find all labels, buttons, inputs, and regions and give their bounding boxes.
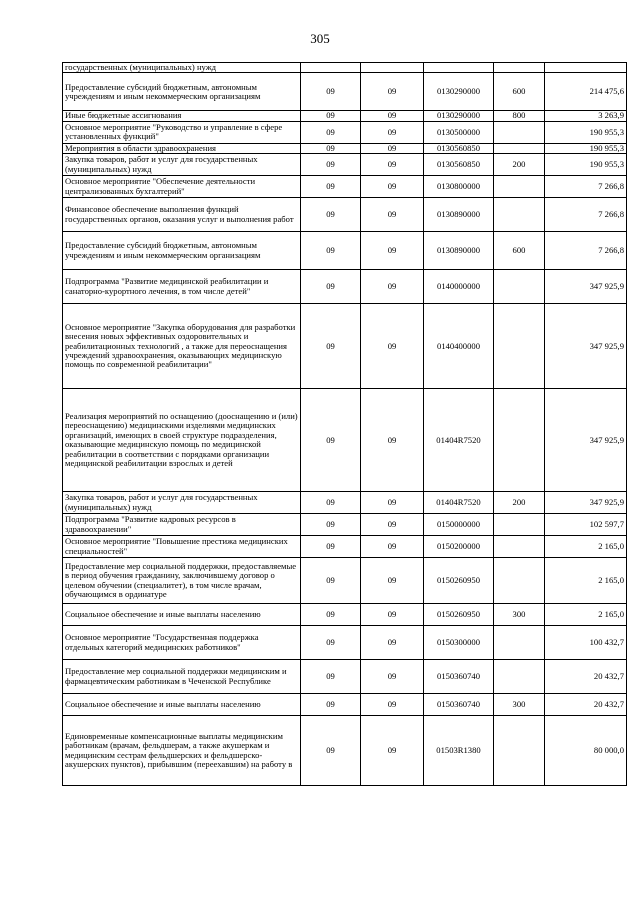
table-row bbox=[63, 626, 627, 660]
row-target-article: 0150360740 bbox=[424, 660, 494, 694]
row-name: Подпрограмма "Развитие кадровых ресурсов в здравоохранении" bbox=[63, 514, 301, 536]
row-amount: 2 165,0 bbox=[545, 536, 627, 558]
row-amount: 80 000,0 bbox=[545, 716, 627, 786]
row-target-article: 01404R7520 bbox=[424, 492, 494, 514]
table-row bbox=[63, 660, 627, 694]
row-expense-type: 800 bbox=[494, 111, 545, 121]
row-target-article: 0130560850 bbox=[424, 154, 494, 176]
row-target-article: 0140400000 bbox=[424, 304, 494, 389]
row-expense-type bbox=[494, 660, 545, 694]
row-expense-type bbox=[494, 143, 545, 153]
row-target-article: 0150260950 bbox=[424, 558, 494, 604]
row-subsection: 09 bbox=[361, 270, 424, 304]
row-name: Основное мероприятие "Повышение престижа медицинских специальностей" bbox=[63, 536, 301, 558]
row-amount: 190 955,3 bbox=[545, 154, 627, 176]
row-section: 09 bbox=[301, 626, 361, 660]
table-row bbox=[63, 716, 627, 786]
row-subsection: 09 bbox=[361, 514, 424, 536]
row-subsection: 09 bbox=[361, 660, 424, 694]
row-section: 09 bbox=[301, 232, 361, 270]
row-section: 09 bbox=[301, 694, 361, 716]
row-name: Основное мероприятие "Закупка оборудования для разработки внесения новых эффективных оздоровительных и реабилитационных технологий , а также для переоснащения учреждений здравоохранения, оказывающих медицинскую помощь по современной реабилитации" bbox=[63, 304, 301, 389]
row-subsection: 09 bbox=[361, 716, 424, 786]
row-section: 09 bbox=[301, 154, 361, 176]
row-amount: 347 925,9 bbox=[545, 389, 627, 492]
row-expense-type: 200 bbox=[494, 154, 545, 176]
row-subsection: 09 bbox=[361, 198, 424, 232]
row-amount: 190 955,3 bbox=[545, 143, 627, 153]
row-subsection: 09 bbox=[361, 492, 424, 514]
row-section: 09 bbox=[301, 73, 361, 111]
row-target-article: 0140000000 bbox=[424, 270, 494, 304]
row-name: Закупка товаров, работ и услуг для государственных (муниципальных) нужд bbox=[63, 154, 301, 176]
row-amount: 190 955,3 bbox=[545, 121, 627, 143]
row-amount: 100 432,7 bbox=[545, 626, 627, 660]
row-subsection: 09 bbox=[361, 232, 424, 270]
row-name: Основное мероприятие "Обеспечение деятельности централизованных бухгалтерий" bbox=[63, 176, 301, 198]
table-row bbox=[63, 176, 627, 198]
row-name: Реализация мероприятий по оснащению (дооснащению и (или) переоснащению) медицинскими изделиями медицинских организаций, имеющих в своей структуре подразделения, оказывающие медицинскую помощь по медицинской реабилитации в соответствии с порядками организации медицинской реабилитации взрослых и детей bbox=[63, 389, 301, 492]
row-target-article: 0130800000 bbox=[424, 176, 494, 198]
row-expense-type: 300 bbox=[494, 694, 545, 716]
row-target-article: 01503R1380 bbox=[424, 716, 494, 786]
row-section: 09 bbox=[301, 198, 361, 232]
table-row bbox=[63, 514, 627, 536]
row-target-article: 0130890000 bbox=[424, 232, 494, 270]
table-row bbox=[63, 154, 627, 176]
row-amount: 20 432,7 bbox=[545, 660, 627, 694]
table-row bbox=[63, 492, 627, 514]
row-name: Предоставление субсидий бюджетным, автономным учреждениям и иным некоммерческим организациям bbox=[63, 232, 301, 270]
row-amount: 2 165,0 bbox=[545, 604, 627, 626]
table-row bbox=[63, 143, 627, 153]
row-section: 09 bbox=[301, 176, 361, 198]
row-subsection: 09 bbox=[361, 176, 424, 198]
row-section: 09 bbox=[301, 660, 361, 694]
row-expense-type bbox=[494, 121, 545, 143]
row-name: Социальное обеспечение и иные выплаты населению bbox=[63, 694, 301, 716]
row-target-article: 0130560850 bbox=[424, 143, 494, 153]
row-expense-type bbox=[494, 514, 545, 536]
row-subsection: 09 bbox=[361, 73, 424, 111]
row-name: Основное мероприятие "Государственная поддержка отдельных категорий медицинских работников" bbox=[63, 626, 301, 660]
row-amount bbox=[545, 63, 627, 73]
row-expense-type: 200 bbox=[494, 492, 545, 514]
row-name: Закупка товаров, работ и услуг для государственных (муниципальных) нужд bbox=[63, 492, 301, 514]
row-name: Подпрограмма "Развитие медицинской реабилитации и санаторно-курортного лечения, в том числе детей" bbox=[63, 270, 301, 304]
row-target-article: 0150260950 bbox=[424, 604, 494, 626]
row-target-article: 0150200000 bbox=[424, 536, 494, 558]
table-row bbox=[63, 73, 627, 111]
row-subsection: 09 bbox=[361, 558, 424, 604]
table-row bbox=[63, 121, 627, 143]
row-name: Основное мероприятие "Руководство и управление в сфере установленных функций" bbox=[63, 121, 301, 143]
row-expense-type bbox=[494, 558, 545, 604]
row-name: Предоставление мер социальной поддержки, предоставляемые в период обучения гражданину, заключившему договор о целевом обучении (специалитет), в том числе врачам, обучающимся в ординатуре bbox=[63, 558, 301, 604]
row-subsection: 09 bbox=[361, 694, 424, 716]
row-amount: 2 165,0 bbox=[545, 558, 627, 604]
row-subsection: 09 bbox=[361, 536, 424, 558]
row-amount: 20 432,7 bbox=[545, 694, 627, 716]
table-row bbox=[63, 558, 627, 604]
row-expense-type bbox=[494, 176, 545, 198]
row-expense-type bbox=[494, 304, 545, 389]
table-row bbox=[63, 111, 627, 121]
table-row bbox=[63, 536, 627, 558]
row-expense-type bbox=[494, 198, 545, 232]
row-subsection: 09 bbox=[361, 304, 424, 389]
row-expense-type bbox=[494, 63, 545, 73]
table-row bbox=[63, 304, 627, 389]
table-row bbox=[63, 694, 627, 716]
row-section: 09 bbox=[301, 492, 361, 514]
row-name: государственных (муниципальных) нужд bbox=[63, 63, 301, 73]
row-target-article: 0150360740 bbox=[424, 694, 494, 716]
row-subsection: 09 bbox=[361, 111, 424, 121]
row-subsection: 09 bbox=[361, 154, 424, 176]
row-section: 09 bbox=[301, 121, 361, 143]
row-amount: 7 266,8 bbox=[545, 232, 627, 270]
row-expense-type: 600 bbox=[494, 73, 545, 111]
row-amount: 7 266,8 bbox=[545, 176, 627, 198]
row-expense-type bbox=[494, 389, 545, 492]
row-section: 09 bbox=[301, 304, 361, 389]
row-expense-type bbox=[494, 626, 545, 660]
table-row bbox=[63, 270, 627, 304]
row-subsection bbox=[361, 63, 424, 73]
row-amount: 347 925,9 bbox=[545, 304, 627, 389]
row-amount: 3 263,9 bbox=[545, 111, 627, 121]
table-row bbox=[63, 232, 627, 270]
row-name: Социальное обеспечение и иные выплаты населению bbox=[63, 604, 301, 626]
row-section: 09 bbox=[301, 514, 361, 536]
row-target-article bbox=[424, 63, 494, 73]
row-section: 09 bbox=[301, 389, 361, 492]
row-section: 09 bbox=[301, 604, 361, 626]
row-name: Финансовое обеспечение выполнения функций государственных органов, оказания услуг и выполнения работ bbox=[63, 198, 301, 232]
page-number: 305 bbox=[310, 31, 330, 46]
row-section bbox=[301, 63, 361, 73]
row-amount: 347 925,9 bbox=[545, 270, 627, 304]
row-expense-type bbox=[494, 716, 545, 786]
row-section: 09 bbox=[301, 716, 361, 786]
row-subsection: 09 bbox=[361, 626, 424, 660]
row-name: Предоставление субсидий бюджетным, автономным учреждениям и иным некоммерческим организациям bbox=[63, 73, 301, 111]
row-target-article: 0150000000 bbox=[424, 514, 494, 536]
row-name: Единовременные компенсационные выплаты медицинским работникам (врачам, фельдшерам, а также акушеркам и медицинским сестрам фельдшерских и фельдшерско-акушерских пунктов), прибывшим (переехавшим) на работу в bbox=[63, 716, 301, 786]
row-amount: 214 475,6 bbox=[545, 73, 627, 111]
table-row bbox=[63, 198, 627, 232]
row-expense-type bbox=[494, 536, 545, 558]
row-section: 09 bbox=[301, 111, 361, 121]
row-subsection: 09 bbox=[361, 143, 424, 153]
row-section: 09 bbox=[301, 143, 361, 153]
table-row bbox=[63, 63, 627, 73]
row-subsection: 09 bbox=[361, 121, 424, 143]
row-target-article: 0130290000 bbox=[424, 73, 494, 111]
row-expense-type bbox=[494, 270, 545, 304]
row-amount: 102 597,7 bbox=[545, 514, 627, 536]
budget-table bbox=[62, 62, 627, 786]
row-target-article: 0150300000 bbox=[424, 626, 494, 660]
table-row bbox=[63, 604, 627, 626]
row-section: 09 bbox=[301, 536, 361, 558]
row-section: 09 bbox=[301, 558, 361, 604]
row-target-article: 01404R7520 bbox=[424, 389, 494, 492]
row-section: 09 bbox=[301, 270, 361, 304]
row-subsection: 09 bbox=[361, 389, 424, 492]
row-expense-type: 600 bbox=[494, 232, 545, 270]
row-name: Иные бюджетные ассигнования bbox=[63, 111, 301, 121]
row-name: Мероприятия в области здравоохранения bbox=[63, 143, 301, 153]
row-target-article: 0130290000 bbox=[424, 111, 494, 121]
row-expense-type: 300 bbox=[494, 604, 545, 626]
row-name: Предоставление мер социальной поддержки медицинским и фармацевтическим работникам в Чеченской Республике bbox=[63, 660, 301, 694]
table-row bbox=[63, 389, 627, 492]
row-amount: 347 925,9 bbox=[545, 492, 627, 514]
row-subsection: 09 bbox=[361, 604, 424, 626]
row-target-article: 0130890000 bbox=[424, 198, 494, 232]
row-amount: 7 266,8 bbox=[545, 198, 627, 232]
row-target-article: 0130500000 bbox=[424, 121, 494, 143]
